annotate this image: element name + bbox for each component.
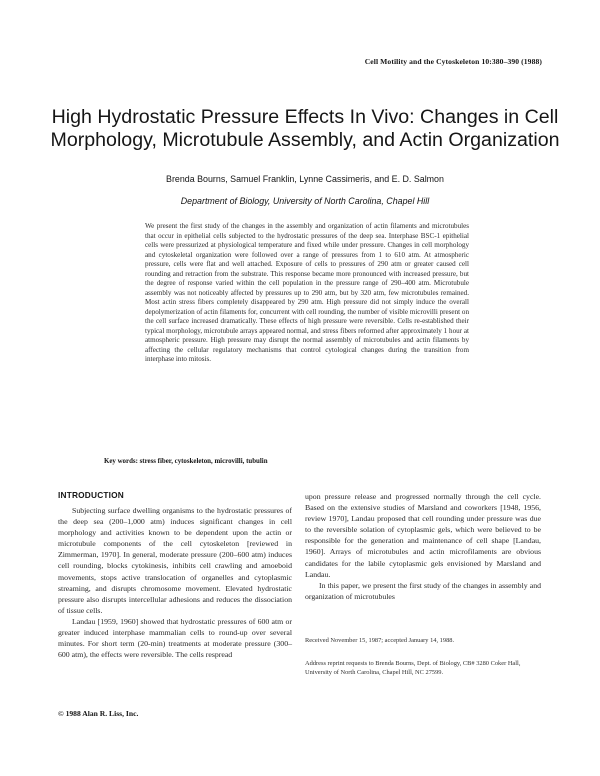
intro-paragraph: Landau [1959, 1960] showed that hydrostatic pressures of 600 atm or greater induced interphase mammalian cells to round-up over several minutes. For short term (20-min) treatments at moderate pressure (300–600 atm), the effects were reversible. The cells respread <box>58 616 292 660</box>
paper-title: High Hydrostatic Pressure Effects In Vivo: Changes in Cell Morphology, Microtubule Assembly, and Actin Organization <box>50 106 560 151</box>
section-heading-introduction: INTRODUCTION <box>58 490 125 500</box>
keywords-label: Key words: <box>104 458 138 465</box>
right-column <box>305 491 541 602</box>
journal-citation: Cell Motility and the Cytoskeleton 10:380–390 (1988) <box>364 57 542 66</box>
abstract: We present the first study of the changes in the assembly and organization of actin filaments and microtubules that occur in epithelial cells subjected to the hydrostatic pressures of the deep sea. Interphase BSC-1 epithelial cells were pressurized at physiological temperature and fixed while under pressure. Changes in cell morphology and cytoskeletal organization were followed over a range of pressures from 1 to 610 atm. At atmospheric pressure, cells were flat and well attached. Exposure of cells to pressures of 290 atm or greater caused cell rounding and retraction from the substrate. This response became more pronounced with increased pressure, but the degree of response varied within the cell population in the pressure range of 290–400 atm. Microtubule assembly was not noticeably affected by pressures up to 290 atm, but by 320 atm, few microtubules remained. Most actin stress fibers completely disappeared by 290 atm. High pressure did not simply induce the overall depolymerization of actin filaments for, concurrent with cell rounding, the number of visible microvilli present on the cell surface increased dramatically. These effects of high pressure were reversible. Cells re-established their typical morphology, microtubule arrays appeared normal, and stress fibers reformed after approximately 1 hour at atmospheric pressure. High pressure may disrupt the normal assembly of microtubules and actin filaments by affecting the cellular regulatory mechanisms that control cytological changes during the transition from interphase into mitosis. <box>145 222 469 363</box>
intro-paragraph: upon pressure release and progressed normally through the cell cycle. Based on the extensive studies of Marsland and coworkers [1948, 1956, review 1970], Landau proposed that cell rounding under pressure was due to the reversible solation of cytoplasmic gels, which were believed to be responsible for the generation and maintenance of cell shape [Landau, 1960]. Arrays of microtubules and actin microfilaments are obvious candidates for the labile cytoplasmic gels envisioned by Marsland and Landau. <box>305 492 541 579</box>
left-column <box>58 505 292 660</box>
copyright: © 1988 Alan R. Liss, Inc. <box>58 709 139 718</box>
keywords <box>104 458 268 465</box>
intro-paragraph: Subjecting surface dwelling organisms to the hydrostatic pressures of the deep sea (200–1,000 atm) induces significant changes in cell morphology and activities known to be dependent upon the actin or microtubule components of the cell cytoskeleton [reviewed in Zimmerman, 1970]. In general, moderate pressure (200–600 atm) induces cell rounding, blocks cytokinesis, inhibits cell crawling and amoeboid movements, stops active translocation of organelles and cytoplasmic streaming, and disrupts chromosome movement. Elevated hydrostatic pressure also disrupts intercellular adhesions and reduces the dissociation of tissue cells. <box>58 506 292 615</box>
received-note: Received November 15, 1987; accepted January 14, 1988. <box>305 637 455 644</box>
author-list: Brenda Bourns, Samuel Franklin, Lynne Cassimeris, and E. D. Salmon <box>166 174 444 184</box>
intro-paragraph: In this paper, we present the first study of the changes in assembly and organization of microtubules <box>305 580 541 601</box>
affiliation: Department of Biology, University of North Carolina, Chapel Hill <box>180 196 430 206</box>
reprint-address: Address reprint requests to Brenda Bourns, Dept. of Biology, CB# 3280 Coker Hall, University of North Carolina, Chapel Hill, NC 27599. <box>305 660 521 676</box>
keywords-text: stress fiber, cytoskeleton, microvilli, tubulin <box>139 458 268 465</box>
